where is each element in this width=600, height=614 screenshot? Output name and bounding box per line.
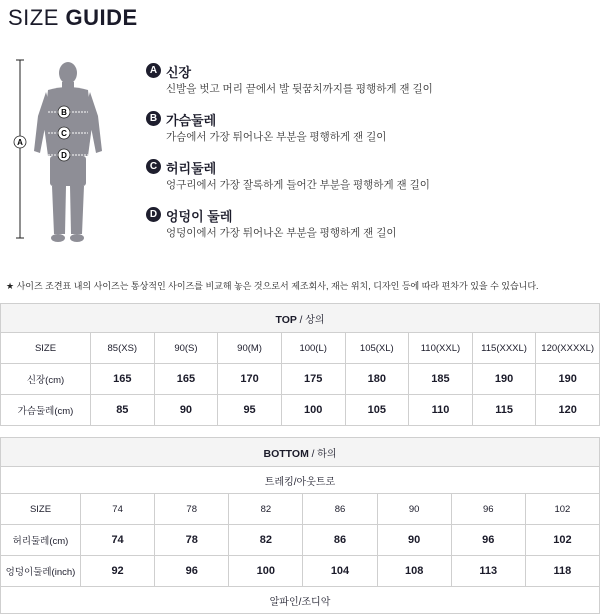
header-cell: 96 bbox=[451, 494, 525, 525]
value-cell: 113 bbox=[451, 556, 525, 587]
header-cell: 78 bbox=[155, 494, 229, 525]
header-cell: 120(XXXXL) bbox=[536, 333, 600, 364]
badge-c: C bbox=[146, 159, 161, 174]
body-figure-illustration bbox=[12, 56, 112, 246]
row-label: 허리둘레(cm) bbox=[1, 525, 81, 556]
measurement-legend bbox=[146, 62, 586, 254]
bottom-table-footer: 알파인/조디악 bbox=[1, 587, 600, 614]
bottom-table-title: BOTTOM / 하의 bbox=[1, 438, 600, 467]
marker-b: B bbox=[61, 108, 67, 117]
value-cell: 170 bbox=[218, 364, 282, 395]
header-cell: 85(XS) bbox=[91, 333, 155, 364]
value-cell: 90 bbox=[377, 525, 451, 556]
legend-description: 가슴에서 가장 튀어나온 부분을 평행하게 잰 길이 bbox=[166, 131, 387, 143]
badge-a: A bbox=[146, 63, 161, 78]
value-cell: 82 bbox=[229, 525, 303, 556]
legend-item-height bbox=[146, 62, 586, 110]
header-cell: SIZE bbox=[1, 333, 91, 364]
value-cell: 100 bbox=[281, 395, 345, 426]
header-cell: SIZE bbox=[1, 494, 81, 525]
header-cell: 102 bbox=[525, 494, 599, 525]
value-cell: 96 bbox=[451, 525, 525, 556]
value-cell: 175 bbox=[281, 364, 345, 395]
header-cell: 105(XL) bbox=[345, 333, 409, 364]
header-cell: 86 bbox=[303, 494, 377, 525]
marker-d: D bbox=[61, 151, 67, 160]
value-cell: 190 bbox=[536, 364, 600, 395]
value-cell: 185 bbox=[409, 364, 473, 395]
row-label: 가슴둘레(cm) bbox=[1, 395, 91, 426]
table-row bbox=[1, 364, 600, 395]
legend-heading: 신장 bbox=[166, 65, 192, 80]
table-footer-row bbox=[1, 587, 600, 614]
legend-heading: 허리둘레 bbox=[166, 161, 217, 176]
value-cell: 115 bbox=[472, 395, 536, 426]
value-cell: 120 bbox=[536, 395, 600, 426]
legend-heading: 엉덩이 둘레 bbox=[166, 209, 233, 224]
table-subtitle-row bbox=[1, 467, 600, 494]
bottom-size-table bbox=[0, 437, 600, 614]
header-cell: 74 bbox=[81, 494, 155, 525]
value-cell: 78 bbox=[155, 525, 229, 556]
row-label: 신장(cm) bbox=[1, 364, 91, 395]
legend-item-hip bbox=[146, 206, 586, 254]
value-cell: 105 bbox=[345, 395, 409, 426]
value-cell: 102 bbox=[525, 525, 599, 556]
header-cell: 100(L) bbox=[281, 333, 345, 364]
value-cell: 165 bbox=[91, 364, 155, 395]
marker-c: C bbox=[61, 129, 67, 138]
top-table-title: TOP / 상의 bbox=[1, 304, 600, 333]
badge-d: D bbox=[146, 207, 161, 222]
legend-heading: 가슴둘레 bbox=[166, 113, 217, 128]
table-row bbox=[1, 395, 600, 426]
table-row bbox=[1, 525, 600, 556]
legend-item-waist bbox=[146, 158, 586, 206]
table-title-row bbox=[1, 438, 600, 467]
header-cell: 90(M) bbox=[218, 333, 282, 364]
bottom-table-subtitle: 트레킹/아웃트로 bbox=[1, 467, 600, 494]
value-cell: 95 bbox=[218, 395, 282, 426]
badge-b: B bbox=[146, 111, 161, 126]
header-cell: 90(S) bbox=[154, 333, 218, 364]
header-cell: 90 bbox=[377, 494, 451, 525]
value-cell: 86 bbox=[303, 525, 377, 556]
table-title-row bbox=[1, 304, 600, 333]
value-cell: 96 bbox=[155, 556, 229, 587]
table-header-row bbox=[1, 494, 600, 525]
value-cell: 110 bbox=[409, 395, 473, 426]
value-cell: 90 bbox=[154, 395, 218, 426]
legend-description: 엉덩이에서 가장 튀어나온 부분을 평행하게 잰 길이 bbox=[166, 227, 397, 239]
table-header-row bbox=[1, 333, 600, 364]
header-cell: 115(XXXL) bbox=[472, 333, 536, 364]
value-cell: 118 bbox=[525, 556, 599, 587]
value-cell: 85 bbox=[91, 395, 155, 426]
value-cell: 74 bbox=[81, 525, 155, 556]
legend-description: 신발을 벗고 머리 끝에서 발 뒷꿈치까지를 평행하게 잰 길이 bbox=[166, 83, 433, 95]
table-row bbox=[1, 556, 600, 587]
value-cell: 165 bbox=[154, 364, 218, 395]
value-cell: 104 bbox=[303, 556, 377, 587]
row-label: 엉덩이둘레(inch) bbox=[1, 556, 81, 587]
header-cell: 110(XXL) bbox=[409, 333, 473, 364]
value-cell: 180 bbox=[345, 364, 409, 395]
marker-a: A bbox=[17, 138, 23, 147]
value-cell: 190 bbox=[472, 364, 536, 395]
value-cell: 100 bbox=[229, 556, 303, 587]
legend-description: 엉구리에서 가장 잘록하게 들어간 부분을 평행하게 잰 길이 bbox=[166, 179, 430, 191]
page-title: SIZE GUIDE bbox=[8, 5, 138, 30]
header-cell: 82 bbox=[229, 494, 303, 525]
top-size-table bbox=[0, 303, 600, 426]
legend-item-chest bbox=[146, 110, 586, 158]
value-cell: 108 bbox=[377, 556, 451, 587]
value-cell: 92 bbox=[81, 556, 155, 587]
size-note: ★ 사이즈 조견표 내의 사이즈는 통상적인 사이즈를 비교해 놓은 것으로서 제조회사, 재는 위치, 디자인 등에 따라 편차가 있을 수 있습니다. bbox=[6, 281, 539, 291]
